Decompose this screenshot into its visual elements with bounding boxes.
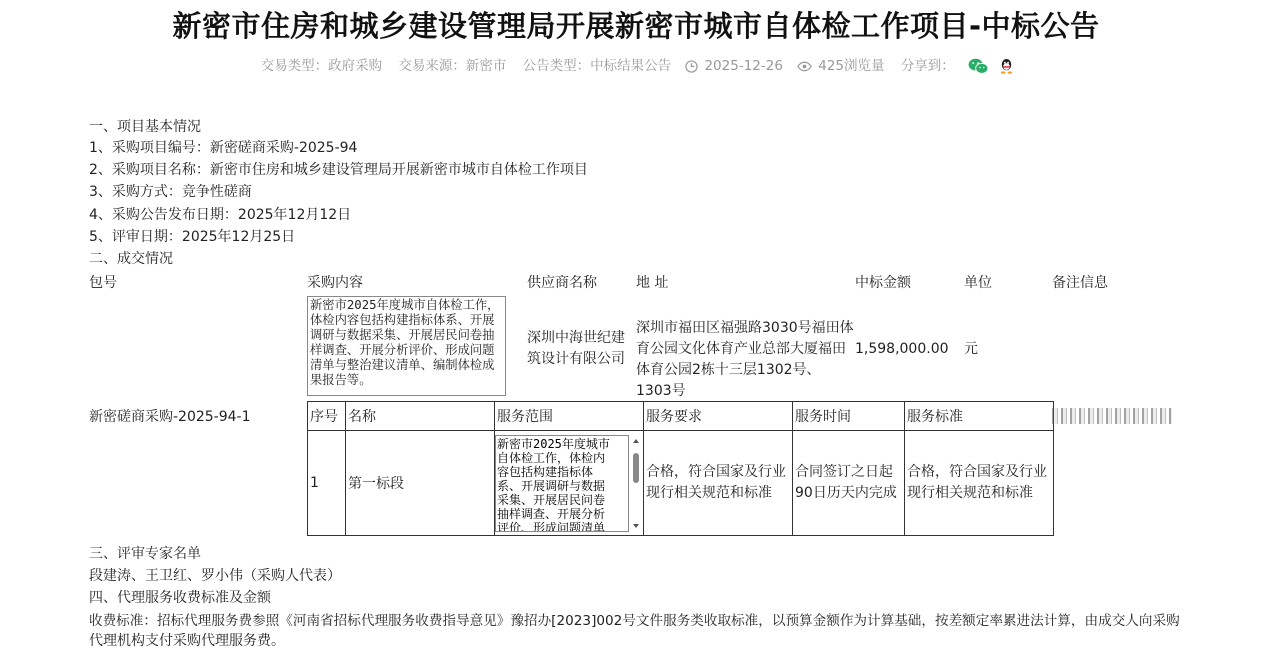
section3-heading: 三、评审专家名单 — [89, 546, 201, 562]
qq-share-icon[interactable] — [999, 58, 1014, 75]
col-supplier: 供应商名称 — [527, 275, 597, 291]
notice-type: 公告类型：中标结果公告 — [522, 58, 672, 74]
col-amount: 中标金额 — [855, 275, 911, 291]
amount-unit: 元 — [964, 341, 978, 357]
content-textarea[interactable] — [307, 296, 506, 396]
section2-heading: 二、成交情况 — [89, 251, 173, 267]
clock-icon — [685, 60, 698, 73]
expert-list: 段建涛、王卫红、罗小伟（采购人代表） — [89, 568, 341, 584]
trade-type: 交易类型：政府采购 — [260, 58, 383, 74]
cell-standard: 合格，符合国家及行业现行相关规范和标准 — [905, 431, 1054, 536]
page-title: 新密市住房和城乡建设管理局开展新密市城市自体检工作项目-中标公告 — [172, 9, 1100, 43]
th-no: 序号 — [308, 402, 346, 431]
cell-requirement: 合格，符合国家及行业现行相关规范和标准 — [644, 431, 793, 536]
award-amount: 1,598,000.00 — [855, 341, 949, 357]
col-unit: 单位 — [964, 275, 992, 291]
blurred-remark — [1052, 408, 1172, 424]
service-table — [307, 401, 1054, 536]
th-time: 服务时间 — [793, 402, 905, 431]
publish-date: 2025-12-26 — [704, 58, 783, 74]
share-label: 分享到： — [900, 58, 955, 74]
cell-name: 第一标段 — [346, 431, 495, 536]
view-count: 425浏览量 — [818, 58, 885, 74]
section1-heading: 一、项目基本情况 — [89, 119, 201, 135]
textarea-scrollbar[interactable] — [631, 437, 641, 530]
col-address: 地 址 — [636, 275, 669, 291]
service-table-header — [308, 402, 1054, 431]
wechat-share-icon[interactable] — [968, 58, 989, 75]
publish-date-line: 4、采购公告发布日期：2025年12月12日 — [89, 207, 352, 223]
fee-standard-line2: 代理机构支付采购代理服务费。 — [89, 633, 285, 649]
th-scope: 服务范围 — [495, 402, 644, 431]
cell-scope — [495, 431, 644, 536]
supplier-name: 深圳中海世纪建筑设计有限公司 — [527, 330, 625, 367]
review-date-line: 5、评审日期：2025年12月25日 — [89, 229, 296, 245]
col-content: 采购内容 — [307, 275, 363, 291]
col-remark: 备注信息 — [1052, 275, 1108, 291]
cell-no: 1 — [308, 431, 346, 536]
project-number: 1、采购项目编号：新密磋商采购-2025-94 — [89, 140, 358, 156]
scope-textarea[interactable] — [495, 435, 629, 532]
th-name: 名称 — [346, 402, 495, 431]
col-package: 包号 — [89, 275, 117, 291]
table-row — [308, 431, 1054, 536]
cell-time: 合同签订之日起90日历天内完成 — [793, 431, 905, 536]
package-number: 新密磋商采购-2025-94-1 — [89, 409, 251, 425]
fee-standard-line1: 收费标准：招标代理服务费参照《河南省招标代理服务收费指导意见》豫招办[2023]002号文件服务类收取标准，以预算金额作为计算基础，按差额定率累进法计算，由成交人向采购 — [89, 613, 1180, 629]
procurement-method: 3、采购方式：竞争性磋商 — [89, 184, 252, 200]
notice-meta — [0, 54, 1272, 75]
eye-icon — [797, 61, 812, 72]
th-standard: 服务标准 — [905, 402, 1054, 431]
project-name: 2、采购项目名称：新密市住房和城乡建设管理局开展新密市城市自体检工作项目 — [89, 162, 588, 178]
supplier-address: 深圳市福田区福强路3030号福田体育公园文化体育产业总部大厦福田体育公园2栋十三层1302号、1303号 — [636, 320, 854, 399]
section4-heading: 四、代理服务收费标准及金额 — [89, 590, 271, 606]
trade-source: 交易来源：新密市 — [398, 58, 507, 74]
th-requirement: 服务要求 — [644, 402, 793, 431]
